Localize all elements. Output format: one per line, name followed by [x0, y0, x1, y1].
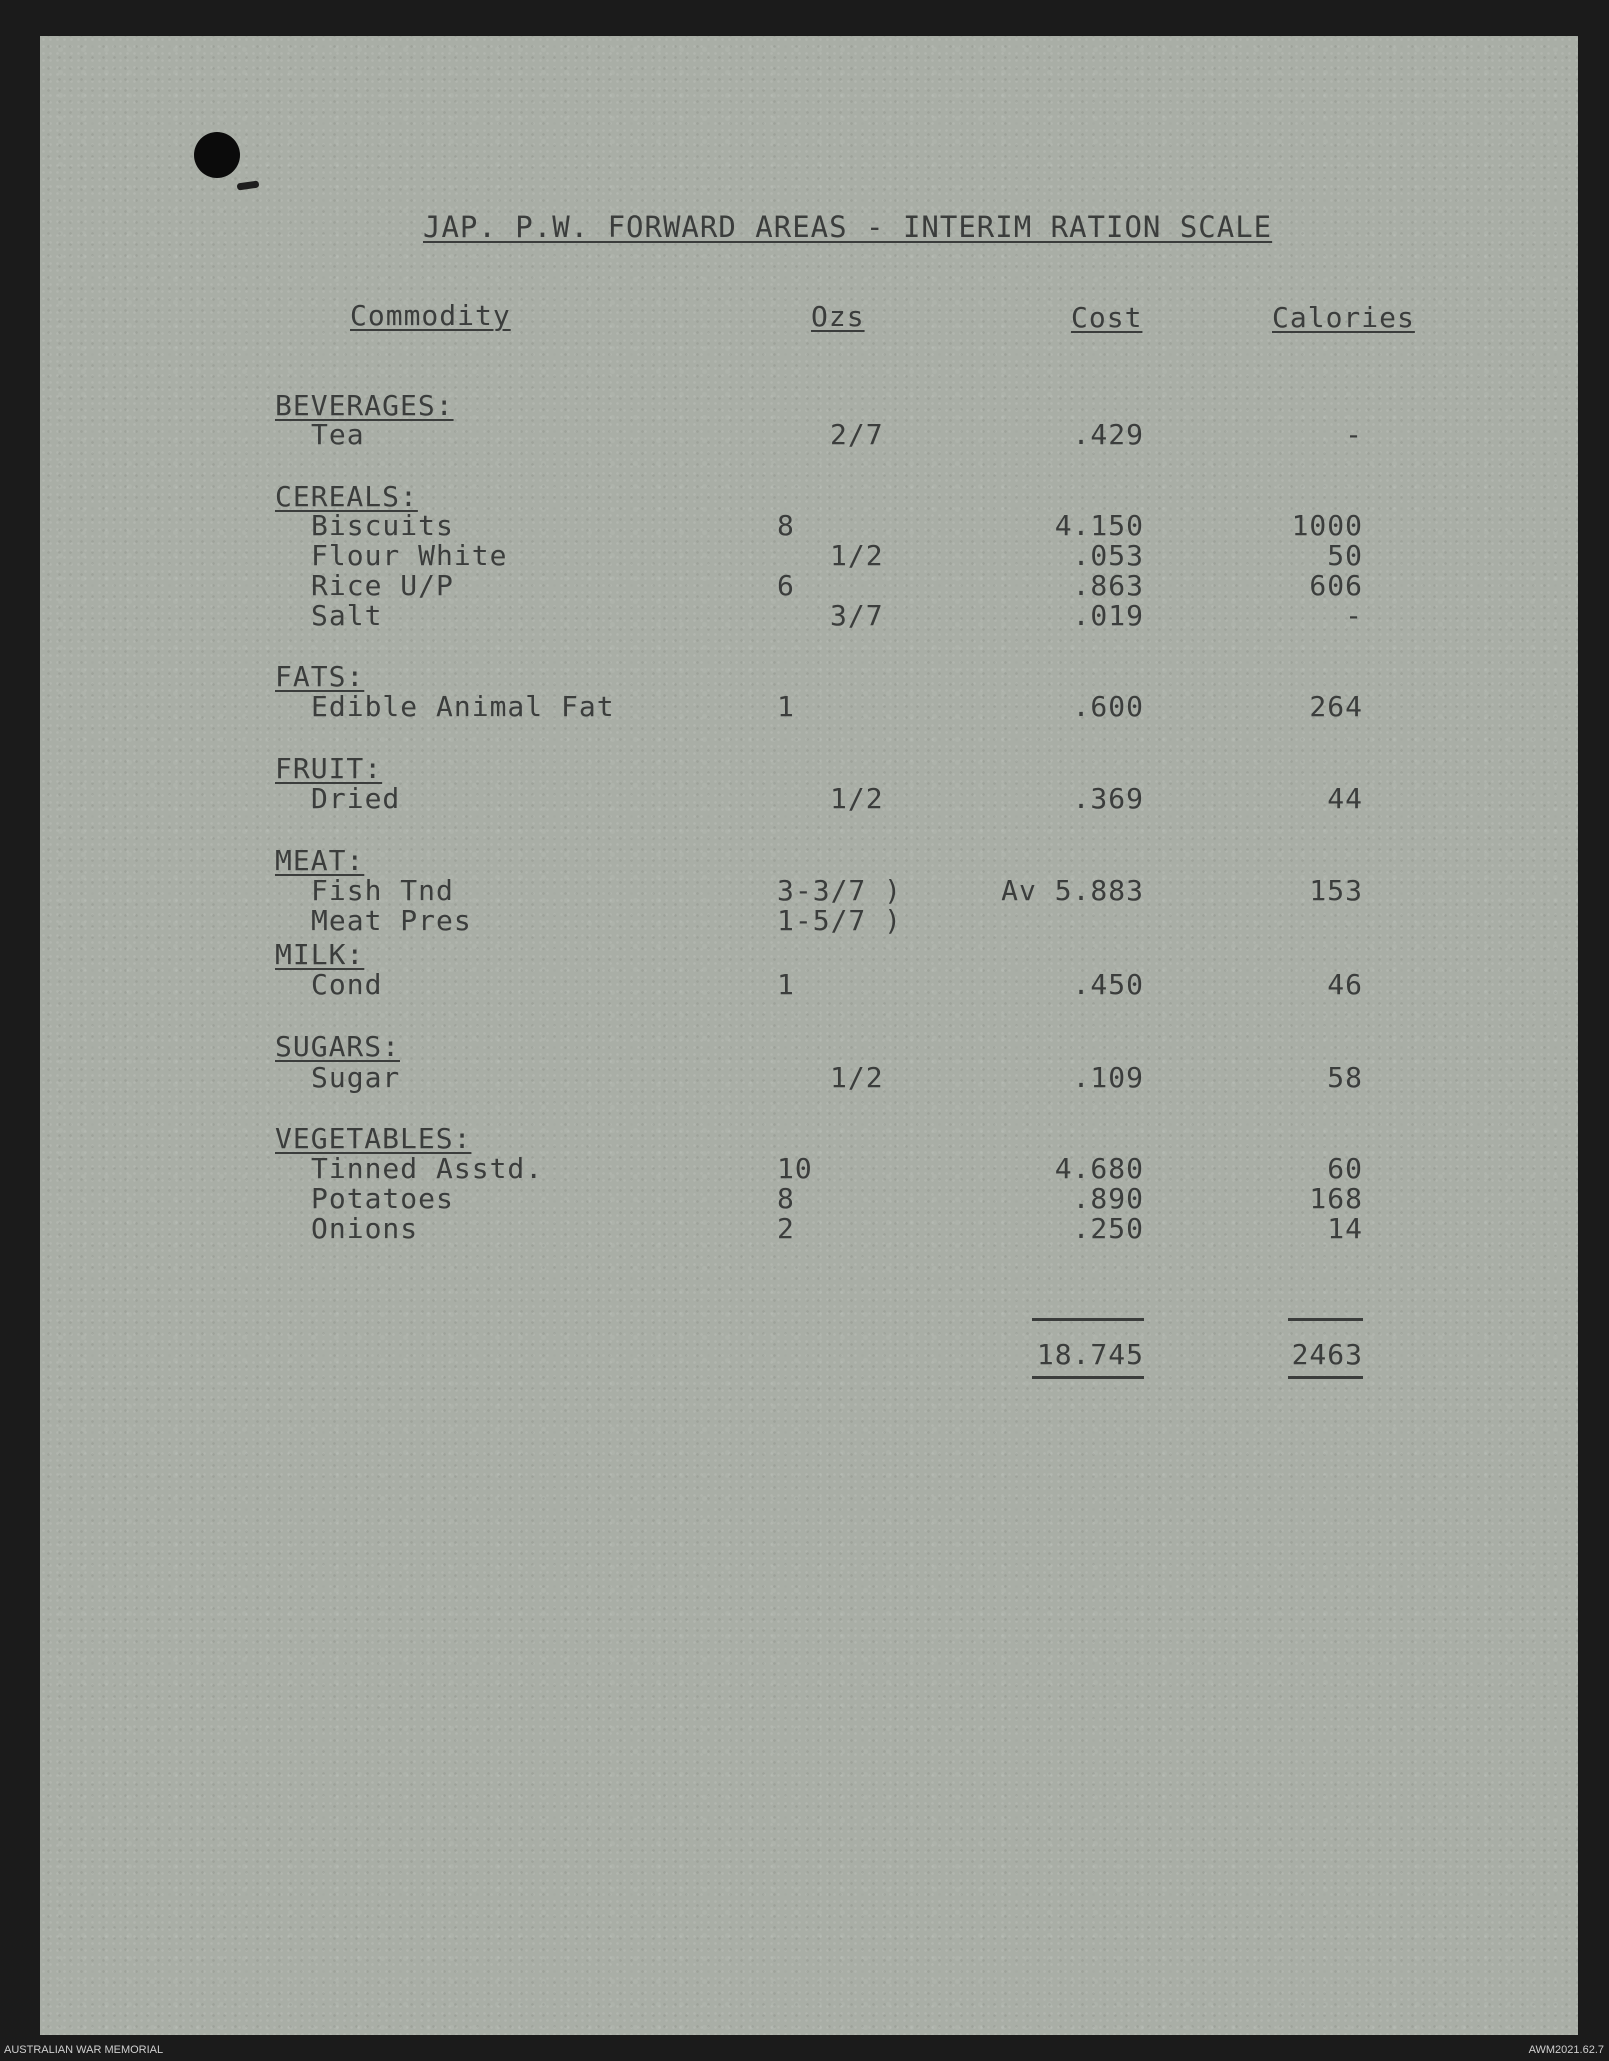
total-underline-calories	[1288, 1376, 1363, 1379]
section-heading: MEAT:	[275, 844, 365, 877]
row-ozs: 2	[777, 1212, 795, 1245]
row-calories: 44	[1327, 782, 1363, 815]
row-calories: 168	[1309, 1182, 1363, 1215]
row-calories: 14	[1327, 1212, 1363, 1245]
row-calories: 58	[1327, 1061, 1363, 1094]
row-ozs: 3/7	[830, 599, 884, 632]
punch-hole	[194, 132, 240, 178]
institution-label: AUSTRALIAN WAR MEMORIAL	[4, 2044, 164, 2056]
row-ozs: 8	[777, 509, 795, 542]
row-ozs: 1	[777, 968, 795, 1001]
document-page	[40, 36, 1578, 2035]
row-cost: .109	[1072, 1061, 1144, 1094]
section-heading: CEREALS:	[275, 480, 418, 513]
row-cost: .369	[1072, 782, 1144, 815]
section-heading: FRUIT:	[275, 752, 383, 785]
total-rule-calories	[1288, 1318, 1363, 1321]
row-calories: 606	[1309, 569, 1363, 602]
row-cost: .053	[1072, 539, 1144, 572]
row-ozs: 10	[777, 1152, 813, 1185]
row-cost: .019	[1072, 599, 1144, 632]
row-commodity: Rice U/P	[311, 569, 454, 602]
archive-footer	[0, 2040, 1609, 2061]
section-heading: SUGARS:	[275, 1030, 401, 1063]
row-ozs: 1/2	[830, 782, 884, 815]
row-commodity: Biscuits	[311, 509, 454, 542]
row-commodity: Meat Pres	[311, 904, 472, 937]
row-calories: 50	[1327, 539, 1363, 572]
row-commodity: Dried	[311, 782, 401, 815]
section-heading: FATS:	[275, 660, 365, 693]
header-commodity: Commodity	[350, 299, 511, 332]
header-ozs: Ozs	[811, 300, 865, 333]
row-calories: -	[1345, 599, 1363, 632]
total-cost: 18.745	[1036, 1338, 1144, 1371]
header-cost: Cost	[1071, 301, 1143, 334]
total-underline-cost	[1032, 1376, 1144, 1379]
total-calories: 2463	[1291, 1338, 1363, 1371]
row-cost: .890	[1072, 1182, 1144, 1215]
row-commodity: Salt	[311, 599, 383, 632]
row-ozs: 6	[777, 569, 795, 602]
row-calories: 60	[1327, 1152, 1363, 1185]
row-cost: .450	[1072, 968, 1144, 1001]
row-cost: .600	[1072, 690, 1144, 723]
row-commodity: Potatoes	[311, 1182, 454, 1215]
section-heading: BEVERAGES:	[275, 389, 454, 422]
row-commodity: Tinned Asstd.	[311, 1152, 544, 1185]
row-cost: Av 5.883	[1001, 874, 1144, 907]
row-ozs: 2/7	[830, 418, 884, 451]
row-commodity: Sugar	[311, 1061, 401, 1094]
row-ozs: 8	[777, 1182, 795, 1215]
row-ozs: 3-3/7 )	[777, 874, 903, 907]
row-calories: 264	[1309, 690, 1363, 723]
row-calories: 46	[1327, 968, 1363, 1001]
row-calories: 1000	[1291, 509, 1363, 542]
row-commodity: Flour White	[311, 539, 508, 572]
row-commodity: Tea	[311, 418, 365, 451]
row-ozs: 1	[777, 690, 795, 723]
reference-number: AWM2021.62.7	[1528, 2044, 1604, 2056]
row-commodity: Cond	[311, 968, 383, 1001]
row-calories: -	[1345, 418, 1363, 451]
row-ozs: 1-5/7 )	[777, 904, 903, 937]
row-ozs: 1/2	[830, 539, 884, 572]
total-rule-cost	[1032, 1318, 1144, 1321]
row-calories: 153	[1309, 874, 1363, 907]
row-commodity: Onions	[311, 1212, 419, 1245]
document-title: JAP. P.W. FORWARD AREAS - INTERIM RATION SCALE	[423, 210, 1273, 244]
header-calories: Calories	[1272, 301, 1415, 334]
row-cost: .429	[1072, 418, 1144, 451]
row-cost: 4.680	[1054, 1152, 1144, 1185]
section-heading: MILK:	[275, 938, 365, 971]
row-cost: 4.150	[1054, 509, 1144, 542]
row-commodity: Edible Animal Fat	[311, 690, 615, 723]
ink-smudge	[237, 181, 260, 191]
section-heading: VEGETABLES:	[275, 1122, 472, 1155]
row-ozs: 1/2	[830, 1061, 884, 1094]
row-cost: .863	[1072, 569, 1144, 602]
row-commodity: Fish Tnd	[311, 874, 454, 907]
row-cost: .250	[1072, 1212, 1144, 1245]
